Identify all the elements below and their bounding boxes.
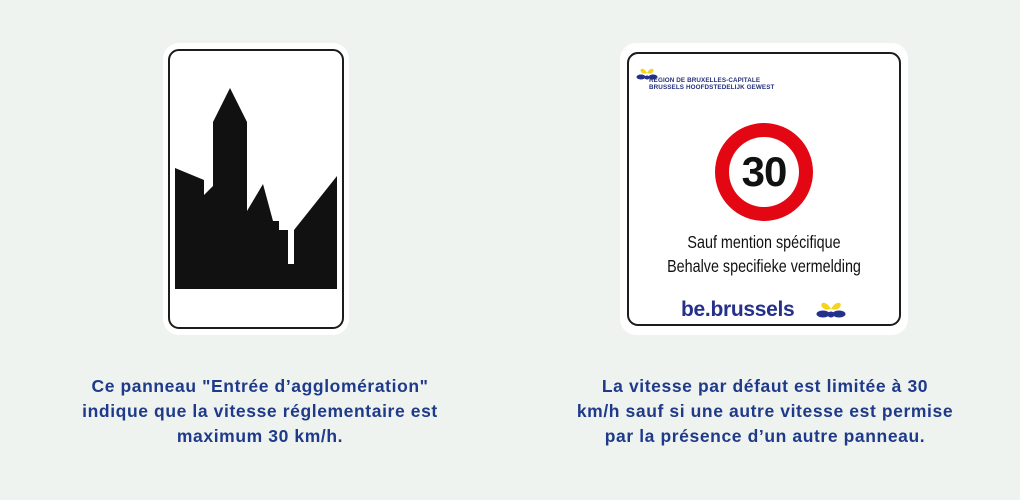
caption-zone-30 (536, 374, 994, 449)
region-name-nl: BRUSSELS HOOFDSTEDELIJK GEWEST (649, 84, 775, 91)
region-name (649, 77, 774, 91)
caption-line: La vitesse par défaut est limitée à 30 (601, 376, 929, 396)
caption-line: Ce panneau "Entrée d’agglomération" (91, 376, 429, 396)
speed-limit-roundel (715, 123, 813, 221)
zone-30-sign-face (627, 52, 901, 326)
caption-line: par la présence d’un autre panneau. (604, 426, 926, 446)
mention-text-fr: Sauf mention spécifique (687, 232, 841, 252)
agglomeration-sign-face (168, 49, 344, 329)
brand-wordmark: be.brussels (681, 298, 795, 321)
region-name-fr: RÉGION DE BRUXELLES-CAPITALE (649, 77, 761, 84)
speed-limit-value: 30 (729, 137, 799, 207)
agglomeration-entry-sign (163, 43, 349, 335)
caption-line: maximum 30 km/h. (176, 426, 344, 446)
zone-30-sign (620, 43, 908, 335)
caption-line: indique que la vitesse réglementaire est (82, 401, 438, 421)
caption-line: km/h sauf si une autre vitesse est permise (576, 401, 954, 421)
caption-agglomeration (40, 374, 480, 449)
mention-text-nl: Behalve specifieke vermelding (667, 256, 861, 276)
iris-heart-logo-icon (816, 300, 846, 318)
city-skyline-icon (175, 88, 337, 290)
